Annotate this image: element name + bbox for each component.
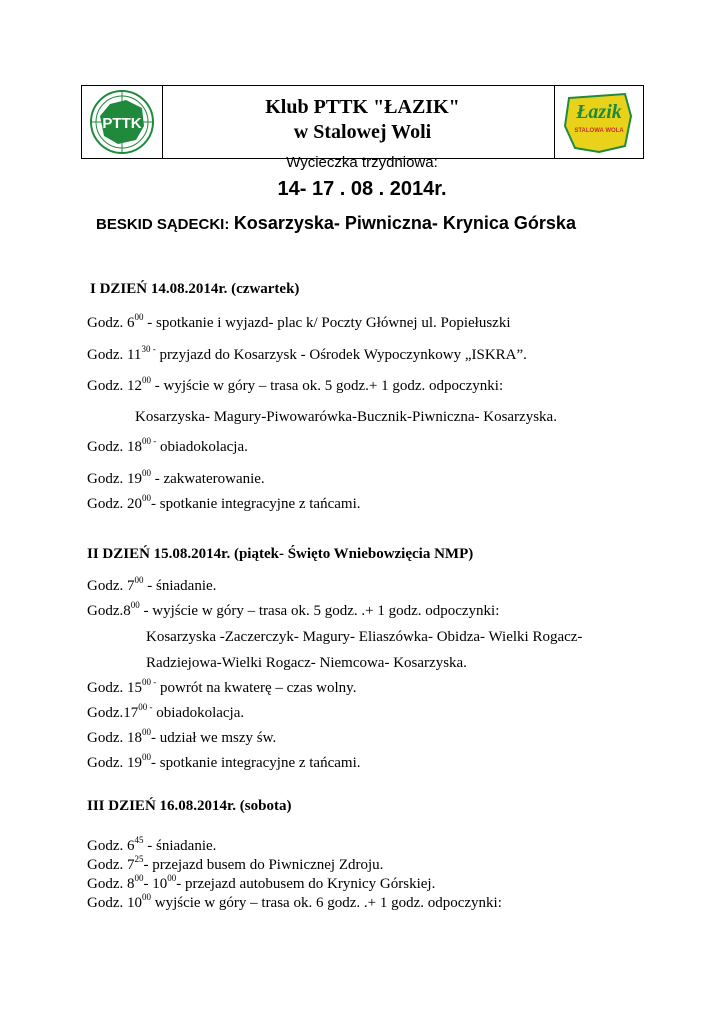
schedule-line: Godz. $7^{00}$ - śniadanie. [87,575,217,594]
schedule-line: Godz. $20^{00}-$ spotkanie integracyjne z tańcami. [87,493,361,512]
schedule-line: Godz. $15^{00 -}$ powrót na kwaterę – czas wolny. [87,677,357,696]
schedule-line: Godz. $7^{25}-$ przejazd busem do Piwnicznej Zdroju. [87,854,384,873]
pttk-logo-text: PTTK [102,115,142,132]
schedule-line: Godz. $11^{30 -}$ przyjazd do Kosarzysk - Ośrodek Wypoczynkowy „ISKRA”. [87,344,527,363]
club-city: w Stalowej Woli [293,121,432,143]
route-text: Kosarzyska- Piwniczna- Krynica Górska [233,213,576,233]
trip-dates: 14- 17 . 08 . 2014r. [277,178,447,200]
schedule-line: $Godz.17^{00 -}$ obiadokolacja. [87,702,245,721]
schedule-line: Godz. $6^{45}$ - śniadanie. [87,835,217,854]
club-name: Klub PTTK "ŁAZIK" [265,96,460,118]
schedule-line: Godz. $18^{00 -}$ obiadokolacja. [87,436,248,455]
header-box [81,85,644,159]
lazik-logo-subtext: STALOWA WOLA [574,128,624,134]
schedule-line: Godz. $18^{00}-$ udział we mszy św. [87,727,277,746]
lazik-logo-text: Łazik [576,101,622,123]
schedule-line: Godz. $10^{00}$ wyjście w góry – trasa ok. 6 godz. .+ 1 godz. odpoczynki: [87,892,502,911]
day-2-title: II DZIEŃ 15.08.2014r. (piątek- Święto Wniebowzięcia NMP) [87,546,474,562]
trip-subtitle: Wycieczka trzydniowa: [286,154,438,171]
schedule-line: Godz. $19^{00}-$ spotkanie integracyjne z tańcami. [87,752,361,771]
route-line: Kosarzyska- Magury-Piwowarówka-Bucznik-Piwniczna- Kosarzyska. [135,409,557,425]
region-label: BESKID SĄDECKI: [96,216,230,233]
schedule-line: Godz. $6^{00}$ - spotkanie i wyjazd- plac k/ Poczty Głównej ul. Popiełuszki [87,312,511,331]
schedule-line: Godz. $12^{00}$ - wyjście w góry – trasa ok. 5 godz.+ 1 godz. odpoczynki: [87,375,504,394]
route-line: Radziejowa-Wielki Rogacz- Niemcowa- Kosarzyska. [146,655,467,671]
trip-region [96,213,576,234]
day-3-title: III DZIEŃ 16.08.2014r. (sobota) [87,798,292,814]
lazik-logo-icon [555,86,643,158]
schedule-line: Godz. $8^{00}-$ $10^{00}-$ przejazd autobusem do Krynicy Górskiej. [87,873,436,892]
route-line: Kosarzyska -Zaczerczyk- Magury- Eliaszówka- Obidza- Wielki Rogacz- [146,629,583,645]
day-1-title: I DZIEŃ 14.08.2014r. (czwartek) [90,281,300,297]
schedule-line: Godz. $19^{00}$ - zakwaterowanie. [87,468,265,487]
schedule-line: $Godz.8^{00}$ - wyjście w góry – trasa ok. 5 godz. .+ 1 godz. odpoczynki: [87,600,500,619]
right-logo-cell [554,86,643,158]
